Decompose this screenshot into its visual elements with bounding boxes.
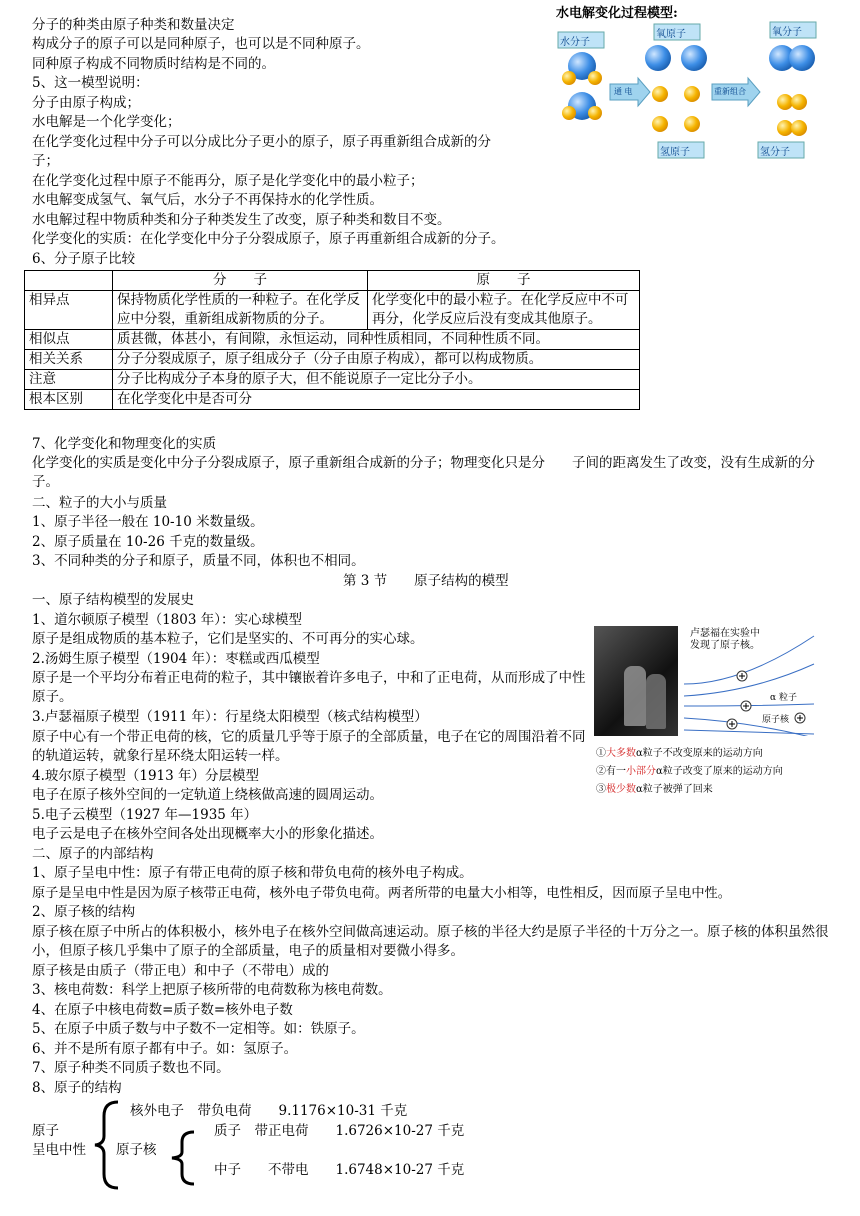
text-line: 原子核是由质子（带正电）和中子（不带电）成的 xyxy=(32,963,329,979)
table-row-label: 注意 xyxy=(25,370,113,390)
text-line: 4、在原子中核电荷数=质子数=核外电子数 xyxy=(32,1002,293,1018)
text-line: 分子由原子构成； xyxy=(32,95,140,111)
table-header-cell xyxy=(25,271,113,291)
text-line: 水电解过程中物质种类和分子种类发生了改变，原子种类和数目不变。 xyxy=(32,212,451,228)
note-text: α粒子改变了原来的运动方向 xyxy=(656,766,783,777)
tree-proton: 质子 带正电荷 1.6726×10-27 千克 xyxy=(214,1123,465,1139)
molecule-atom-comparison-table xyxy=(24,270,640,410)
text-line: 2、原子质量在 10-26 千克的数量级。 xyxy=(32,534,264,550)
text-line: 在化学变化过程中分子可以分成比分子更小的原子，原子再重新组合成新的分 xyxy=(32,134,491,150)
text-paragraph: 化学变化的实质是变化中分子分裂成原子，原子重新组合成新的分子；物理变化只是分 子间的距离发生了改变，没有生成新的分子。 xyxy=(32,455,815,490)
text-line: 电子云是电子在核外空间各处出现概率大小的形象化描述。 xyxy=(32,826,383,842)
nucleus-label: 原子核 xyxy=(762,715,790,725)
note-prefix: ① xyxy=(596,748,606,759)
text-line: 原子是呈电中性是因为原子核带正电荷，核外电子带负电荷。两者所带的电量大小相等，电性相反，因而原子呈电中性。 xyxy=(32,886,731,901)
table-row xyxy=(25,350,640,370)
rutherford-photo xyxy=(594,626,678,736)
text-line: 1、原子呈电中性：原子有带正电荷的原子核和带负电荷的核外电子构成。 xyxy=(32,865,473,881)
table-header-cell: 原 子 xyxy=(368,271,640,291)
text-line: 电子在原子核外空间的一定轨道上绕核做高速的圆周运动。 xyxy=(32,787,383,803)
text-line: 2.汤姆生原子模型（1904 年）：枣糕或西瓜模型 xyxy=(32,651,320,667)
note-3 xyxy=(596,780,713,795)
text-line: 原子是组成物质的基本粒子，它们是坚实的、不可再分的实心球。 xyxy=(32,631,424,647)
water-electrolysis-diagram xyxy=(552,2,852,162)
note-text: α粒子不改变原来的运动方向 xyxy=(636,748,763,759)
text-line: 构成分子的原子可以是同种原子，也可以是不同种原子。 xyxy=(32,36,370,52)
text-line: 1、道尔顿原子模型（1803 年）：实心球模型 xyxy=(32,612,302,628)
figure-title: 水电解变化过程模型: xyxy=(556,6,678,21)
text-line: 4.玻尔原子模型（1913 年）分层模型 xyxy=(32,768,260,784)
text-line: 化学变化的实质：在化学变化中分子分裂成原子，原子再重新组合成新的分子。 xyxy=(32,231,505,247)
table-row-label: 相异点 xyxy=(25,291,113,330)
note-2 xyxy=(596,762,783,777)
text-line: 在化学变化过程中原子不能再分，原子是化学变化中的最小粒子； xyxy=(32,173,424,189)
text-line: 分子的种类由原子种类和数量决定 xyxy=(32,17,235,33)
table-cell: 保持物质化学性质的一种粒子。在化学反应中分裂，重新组成新物质的分子。 xyxy=(113,291,368,330)
table-row xyxy=(25,370,640,390)
text-line: 3、核电荷数：科学上把原子核所带的电荷数称为核电荷数。 xyxy=(32,982,392,998)
rutherford-figure xyxy=(594,626,824,796)
text-line: 2、原子核的结构 xyxy=(32,904,136,920)
label-oxygen-molecule: 氧分子 xyxy=(772,27,802,38)
text-line: 一、原子结构模型的发展史 xyxy=(32,592,194,608)
arrow-label-recombine: 重新组合 xyxy=(714,87,746,96)
text-paragraph: 原子中心有一个带正电荷的核，它的质量几乎等于原子的全部质量，电子在它的周围沿着不同的轨道运转，就象行星环绕太阳运转一样。 xyxy=(32,729,586,764)
table-row-label: 根本区别 xyxy=(25,390,113,410)
table-row xyxy=(25,291,640,330)
text-line: 5、这一模型说明： xyxy=(32,75,149,91)
note-prefix: ③ xyxy=(596,784,606,795)
brace-icon xyxy=(168,1130,198,1186)
tree-neutron: 中子 不带电 1.6748×10-27 千克 xyxy=(214,1162,465,1178)
table-row xyxy=(25,330,640,350)
note-highlight: 极少数 xyxy=(606,784,636,795)
text-line: 3.卢瑟福原子模型（1911 年）：行星绕太阳模型（核式结构模型） xyxy=(32,709,428,725)
tree-root-sub: 呈电中性 xyxy=(32,1142,86,1158)
note-prefix: ②有一 xyxy=(596,766,626,777)
note-highlight: 小部分 xyxy=(626,766,656,777)
text-line: 3、不同种类的分子和原子，质量不同，体积也不相同。 xyxy=(32,553,365,569)
text-line: 5、在原子中质子数与中子数不一定相等。如：铁原子。 xyxy=(32,1021,365,1037)
text-line: 7、化学变化和物理变化的实质 xyxy=(32,436,217,452)
text-line: 水电解是一个化学变化； xyxy=(32,114,181,130)
note-highlight: 大多数 xyxy=(606,748,636,759)
text-line: 水电解变成氢气、氧气后，水分子不再保持水的化学性质。 xyxy=(32,192,383,208)
table-row-label: 相似点 xyxy=(25,330,113,350)
text-line: 6、分子原子比较 xyxy=(32,251,136,267)
text-line: 同种原子构成不同物质时结构是不同的。 xyxy=(32,56,275,72)
table-cell: 在化学变化中是否可分 xyxy=(113,390,640,410)
table-header-cell: 分 子 xyxy=(113,271,368,291)
note-1 xyxy=(596,744,763,759)
label-water-molecule: 水分子 xyxy=(560,37,590,48)
table-row xyxy=(25,390,640,410)
text-line: 子； xyxy=(32,153,59,169)
text-line: 二、粒子的大小与质量 xyxy=(32,495,167,511)
section-title: 第 3 节 原子结构的模型 xyxy=(343,573,509,589)
table-cell: 分子分裂成原子，原子组成分子（分子由原子构成），都可以构成物质。 xyxy=(113,350,640,370)
text-line: 5.电子云模型（1927 年—1935 年） xyxy=(32,807,258,823)
table-header-row xyxy=(25,271,640,291)
label-hydrogen-atom: 氢原子 xyxy=(660,147,690,158)
text-paragraph: 原子是一个平均分布着正电荷的粒子，其中镶嵌着许多电子，中和了正电荷，从而形成了中性原子。 xyxy=(32,670,586,705)
note-text: α粒子被弹了回来 xyxy=(636,784,713,795)
table-cell: 分子比构成分子本身的原子大，但不能说原子一定比分子小。 xyxy=(113,370,640,390)
arrow-label-electrify: 通 电 xyxy=(614,87,633,96)
label-oxygen-atom: 氧原子 xyxy=(656,29,686,40)
table-row-label: 相关关系 xyxy=(25,350,113,370)
text-line: 二、原子的内部结构 xyxy=(32,846,154,862)
tree-nucleus: 原子核 xyxy=(116,1142,157,1158)
alpha-label: α 粒子 xyxy=(770,693,797,703)
rutherford-caption: 卢瑟福在实验中发现了原子核。 xyxy=(690,628,760,651)
text-line: 8、原子的结构 xyxy=(32,1080,122,1096)
table-cell: 化学变化中的最小粒子。在化学反应中不可再分，化学反应后没有变成其他原子。 xyxy=(368,291,640,330)
text-line: 7、原子种类不同质子数也不同。 xyxy=(32,1060,230,1076)
text-paragraph: 原子核在原子中所占的体积极小，核外电子在核外空间做高速运动。原子核的半径大约是原子半径的十万分之一。原子核的体积虽然很小，但原子核几乎集中了原子的全部质量，电子的质量相对要微小得多。 xyxy=(32,924,829,959)
tree-electron: 核外电子 带负电荷 9.1176×10-31 千克 xyxy=(130,1103,408,1119)
water-electrolysis-figure xyxy=(552,2,852,162)
text-line: 1、原子半径一般在 10-10 米数量级。 xyxy=(32,514,264,530)
table-cell: 质甚微，体甚小，有间隙，永恒运动，同种性质相同，不同种性质不同。 xyxy=(113,330,640,350)
tree-root: 原子 xyxy=(32,1123,59,1139)
text-line: 6、并不是所有原子都有中子。如：氢原子。 xyxy=(32,1041,298,1057)
label-hydrogen-molecule: 氢分子 xyxy=(760,147,790,158)
